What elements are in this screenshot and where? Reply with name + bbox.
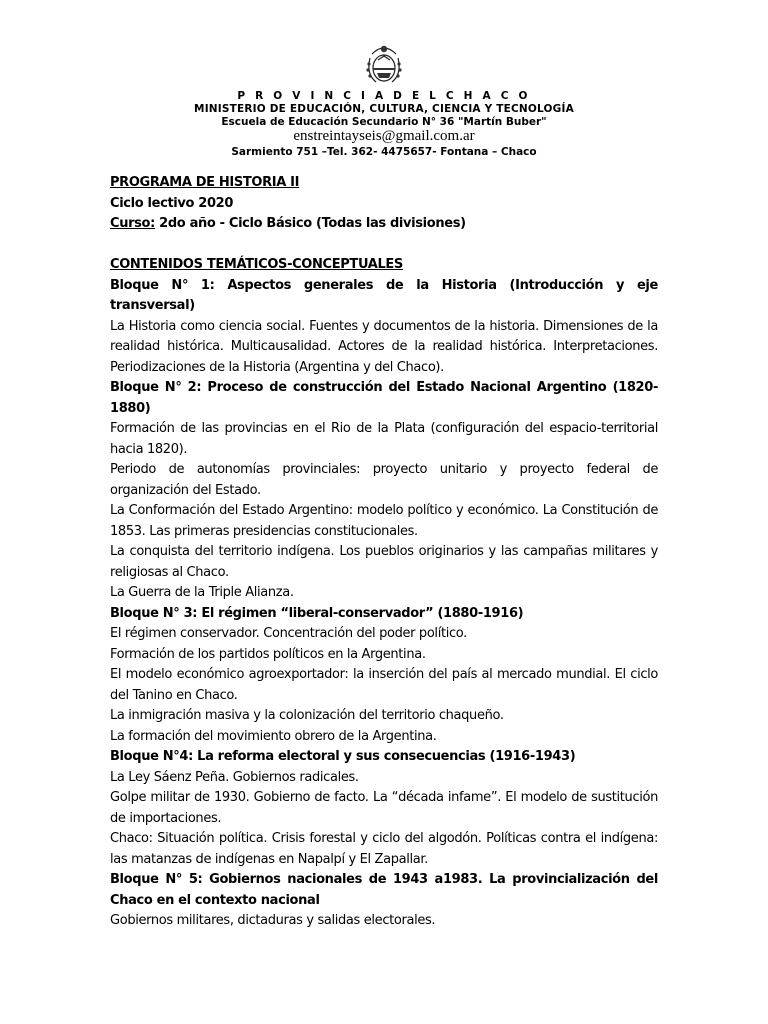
block-5-paragraph: Gobiernos militares, dictaduras y salidas electorales. — [110, 913, 436, 928]
header-email: enstreintayseis@gmail.com.ar — [293, 128, 475, 144]
block-2-paragraph: La conquista del territorio indígena. Los pueblos originarios y las campañas militares y religiosas al Chaco. — [110, 544, 658, 580]
block-4-paragraph: Chaco: Situación política. Crisis forestal y ciclo del algodón. Políticas contra el indígena: las matanzas de indígenas en Napalpí y El Zapallar. — [110, 831, 658, 867]
block-4-paragraph: La Ley Sáenz Peña. Gobiernos radicales. — [110, 769, 359, 785]
block-3-paragraph: La formación del movimiento obrero de la Argentina. — [110, 728, 437, 744]
course-value: 2do año - Ciclo Básico (Todas las divisiones) — [154, 216, 466, 231]
block-3-paragraph: El régimen conservador. Concentración del poder político. — [110, 626, 467, 641]
provincial-crest-icon — [362, 40, 406, 88]
block-2-title: Bloque N° 2: Proceso de construcción del Estado Nacional Argentino (1820-1880) — [110, 380, 658, 416]
spacer — [110, 235, 658, 256]
block-2-paragraph: La Guerra de la Triple Alianza. — [110, 585, 294, 600]
header-school: Escuela de Educación Secundario N° 36 "Martín Buber" — [221, 116, 547, 128]
program-title: PROGRAMA DE HISTORIA II — [110, 175, 300, 190]
block-2-paragraph: Periodo de autonomías provinciales: proyecto unitario y proyecto federal de organización del Estado. — [110, 462, 658, 498]
block-2-paragraph: Formación de las provincias en el Rio de la Plata (configuración del espacio-territorial hacia 1820). — [110, 421, 658, 457]
block-1-title: Bloque N° 1: Aspectos generales de la Historia (Introducción y eje transversal) — [110, 277, 658, 313]
header-province: P R O V I N C I A D E L C H A C O — [237, 90, 531, 102]
block-3-paragraph: La inmigración masiva y la colonización del territorio chaqueño. — [110, 708, 504, 723]
school-year: Ciclo lectivo 2020 — [110, 195, 234, 211]
block-3-paragraph: Formación de los partidos políticos en la Argentina. — [110, 646, 426, 662]
document-body — [110, 173, 658, 932]
course-label: Curso: — [110, 216, 155, 231]
block-3-title: Bloque N° 3: El régimen “liberal-conservador” (1880-1916) — [110, 605, 524, 621]
block-1-paragraph: La Historia como ciencia social. Fuentes y documentos de la historia. Dimensiones de la realidad histórica. Multicausalidad. Actores de la realidad histórica. Interpretaciones. Periodizaciones de la Historia (Argentina y del Chaco). — [110, 318, 658, 375]
block-5-title: Bloque N° 5: Gobiernos nacionales de 1943 a1983. La provincialización del Chaco en el contexto nacional — [110, 872, 658, 908]
contents-heading: CONTENIDOS TEMÁTICOS-CONCEPTUALES — [110, 257, 403, 272]
course-line — [110, 214, 658, 235]
header-ministry: MINISTERIO DE EDUCACIÓN, CULTURA, CIENCIA Y TECNOLOGÍA — [194, 103, 574, 115]
block-2-paragraph: La Conformación del Estado Argentino: modelo político y económico. La Constitución de 1853. Las primeras presidencias constitucionales. — [110, 503, 658, 539]
block-4-title: Bloque N°4: La reforma electoral y sus consecuencias (1916-1943) — [110, 749, 576, 764]
block-3-paragraph: El modelo económico agroexportador: la inserción del país al mercado mundial. El ciclo del Tanino en Chaco. — [110, 667, 658, 703]
header-address: Sarmiento 751 –Tel. 362- 4475657- Fontana – Chaco — [231, 146, 537, 158]
block-4-paragraph: Golpe militar de 1930. Gobierno de facto. La “década infame”. El modelo de sustitución de importaciones. — [110, 790, 658, 826]
